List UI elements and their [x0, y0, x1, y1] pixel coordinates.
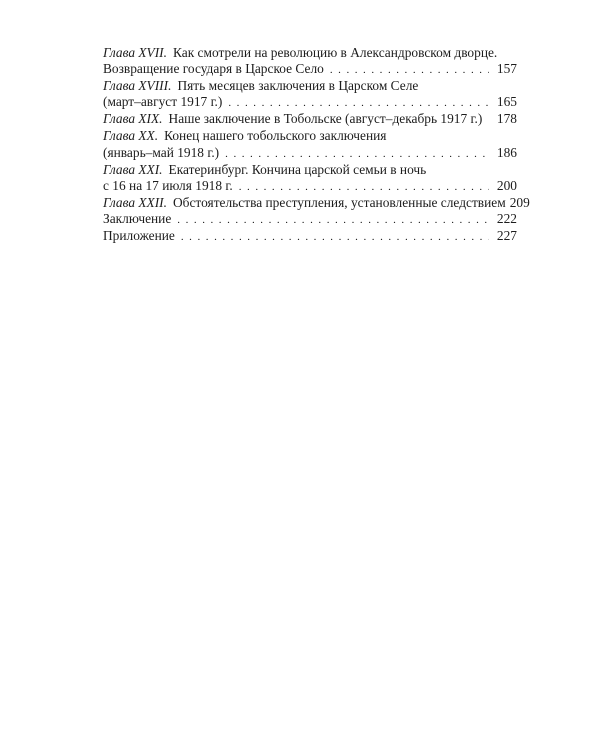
- dot-leader: [330, 62, 489, 78]
- toc-entry-chapter-20: [103, 128, 517, 161]
- chapter-number: Глава XXII.: [103, 194, 167, 210]
- chapter-title: Как смотрели на революцию в Александровском дворце.: [173, 45, 498, 60]
- chapter-title: Обстоятельства преступления, установленные следствием: [173, 194, 506, 210]
- page-number: 178: [496, 111, 517, 127]
- toc-entry-chapter-17: [103, 45, 517, 78]
- dot-leader: [225, 146, 489, 162]
- chapter-title: Наше заключение в Тобольске (август–декабрь 1917 г.): [168, 111, 483, 127]
- chapter-title: Пять месяцев заключения в Царском Селе: [177, 78, 419, 94]
- chapter-title: Екатеринбург. Кончина царской семьи в ночь: [168, 161, 427, 177]
- toc-entry-chapter-21: [103, 162, 517, 195]
- chapter-title-continued: Возвращение государя в Царское Село: [103, 61, 324, 77]
- dot-leader: [228, 95, 489, 111]
- section-title: Заключение: [103, 210, 172, 226]
- chapter-title-continued: с 16 на 17 июля 1918 г.: [103, 177, 233, 193]
- chapter-number: Глава XXI.: [103, 161, 163, 177]
- chapter-title: Конец нашего тобольского заключения: [164, 128, 387, 144]
- chapter-title-continued: (январь–май 1918 г.): [103, 144, 220, 160]
- toc-entry-chapter-22: [103, 194, 530, 211]
- dot-leader: [181, 229, 489, 245]
- toc-entry-appendix: [103, 228, 517, 245]
- dot-leader: [488, 112, 489, 128]
- toc-entry-chapter-19: [103, 111, 517, 128]
- page-number: 165: [496, 94, 517, 110]
- page-number: 157: [496, 61, 517, 77]
- page-number: 222: [496, 210, 517, 226]
- page-number: 200: [496, 177, 517, 193]
- toc-entry-chapter-18: [103, 78, 517, 111]
- chapter-number: Глава XX.: [103, 128, 159, 144]
- toc-entry-conclusion: [103, 211, 517, 228]
- table-of-contents: [103, 45, 530, 245]
- chapter-title-continued: (март–август 1917 г.): [103, 94, 223, 110]
- page-number: 209: [509, 194, 530, 210]
- chapter-number: Глава XVII.: [103, 45, 167, 60]
- section-title: Приложение: [103, 228, 175, 244]
- page-number: 186: [496, 144, 517, 160]
- chapter-number: Глава XVIII.: [103, 78, 172, 94]
- page-number: 227: [496, 228, 517, 244]
- dot-leader: [177, 212, 489, 228]
- dot-leader: [239, 179, 489, 195]
- chapter-number: Глава XIX.: [103, 111, 163, 127]
